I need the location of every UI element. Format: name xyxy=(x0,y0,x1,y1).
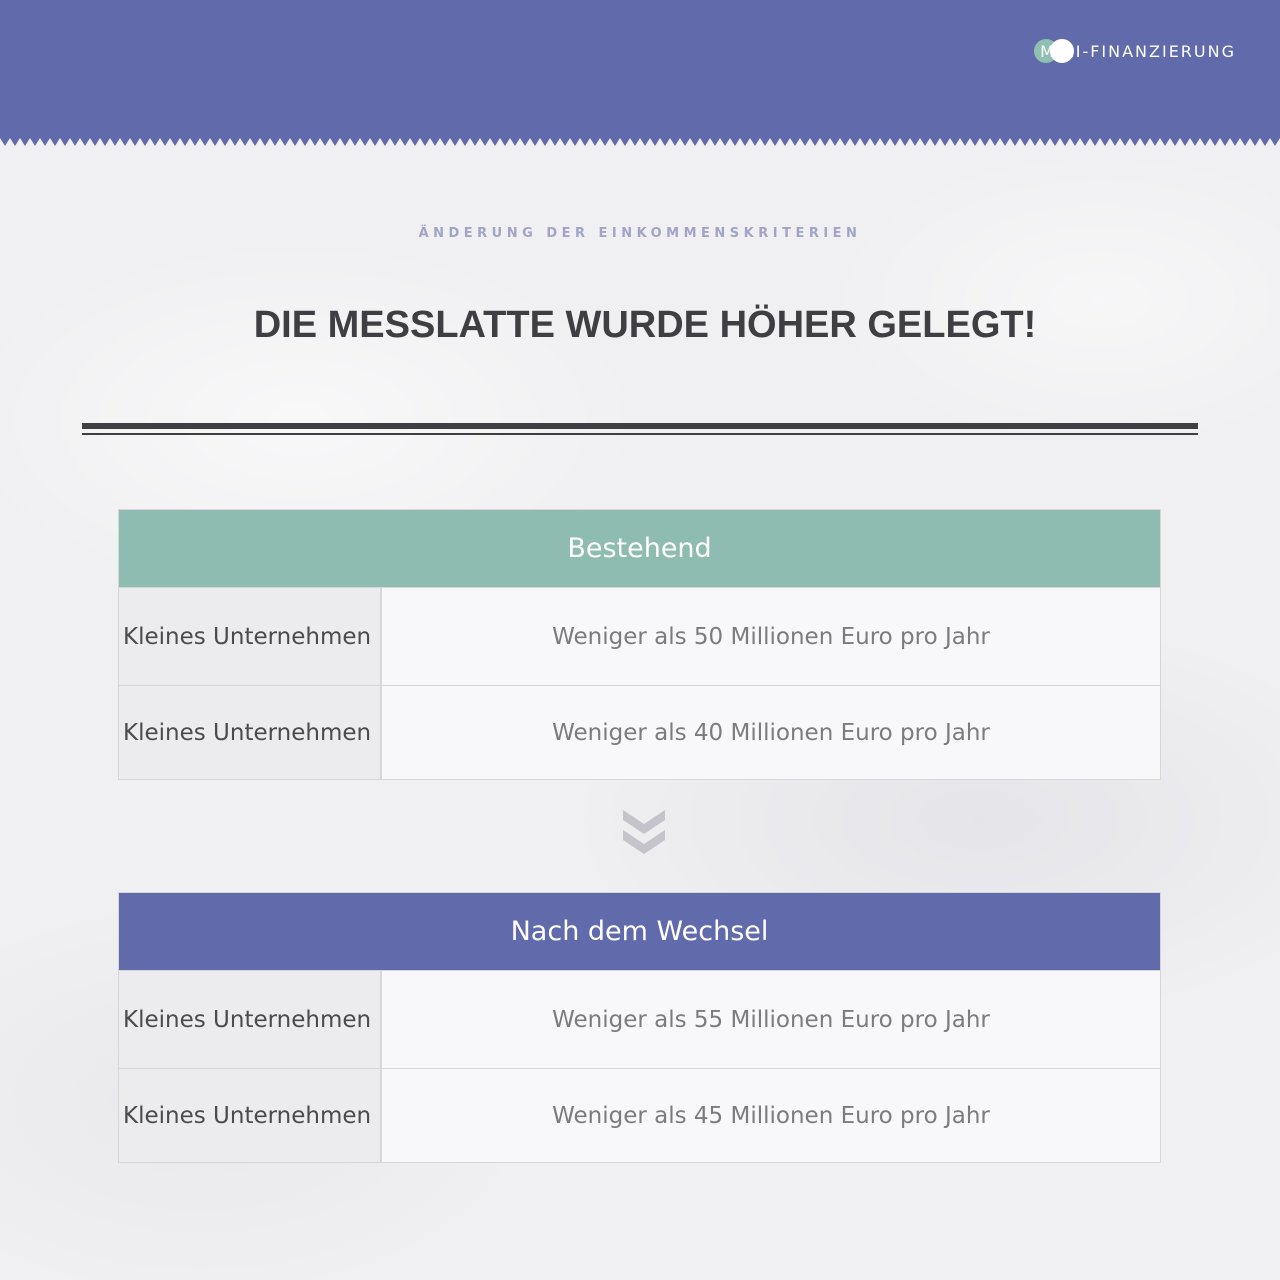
brand-logo xyxy=(1034,38,1236,64)
row-value: Weniger als 45 Millionen Euro pro Jahr xyxy=(382,1069,1160,1162)
table-row xyxy=(119,685,1160,779)
divider-thick xyxy=(82,423,1198,429)
table-row xyxy=(119,587,1160,685)
row-value: Weniger als 55 Millionen Euro pro Jahr xyxy=(382,971,1160,1068)
page-title: DIE MESSLATTE WURDE HÖHER GELEGT! xyxy=(253,304,1037,346)
after-change-criteria-table xyxy=(118,892,1161,1163)
row-label: Kleines Unternehmen xyxy=(119,588,382,685)
row-value: Weniger als 40 Millionen Euro pro Jahr xyxy=(382,686,1160,779)
table-row xyxy=(119,970,1160,1068)
brand-name: MIRI-FINANZIERUNG xyxy=(1040,41,1236,61)
row-value: Weniger als 50 Millionen Euro pro Jahr xyxy=(382,588,1160,685)
header-band xyxy=(0,0,1280,150)
table-header-existing: Bestehend xyxy=(119,510,1160,587)
row-label: Kleines Unternehmen xyxy=(119,971,382,1068)
row-label: Kleines Unternehmen xyxy=(119,1069,382,1162)
double-chevron-down-icon xyxy=(620,808,668,856)
divider-thin xyxy=(82,433,1198,435)
existing-criteria-table xyxy=(118,509,1161,780)
section-eyebrow: ÄNDERUNG DER EINKOMMENSKRITERIEN xyxy=(418,226,862,241)
table-row xyxy=(119,1068,1160,1162)
table-header-after: Nach dem Wechsel xyxy=(119,893,1160,970)
row-label: Kleines Unternehmen xyxy=(119,686,382,779)
